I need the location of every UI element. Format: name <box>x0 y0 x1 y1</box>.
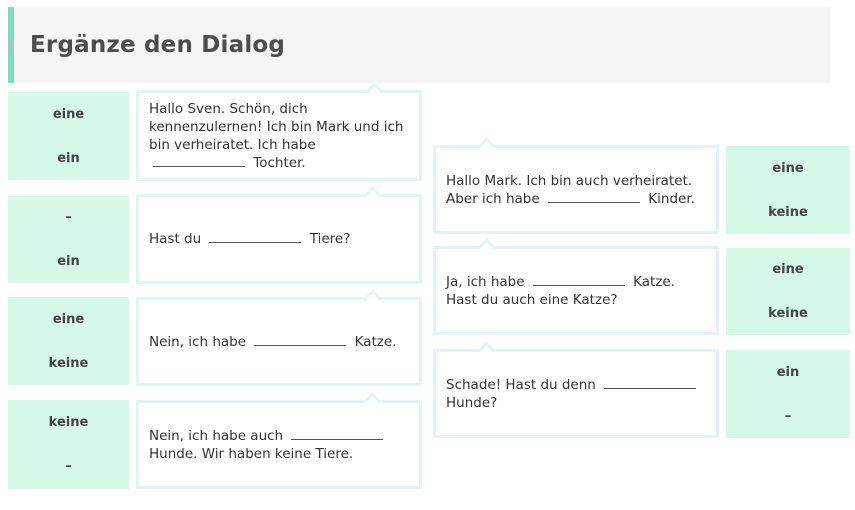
text-before: Ja, ich habe <box>446 273 525 290</box>
answer-blank-right-2[interactable] <box>533 273 625 286</box>
text-before: Schade! Hast du denn <box>446 376 596 393</box>
option-group-right-1 <box>726 146 850 234</box>
bubble-notch <box>363 392 381 410</box>
option-right-2b[interactable]: keine <box>768 305 808 321</box>
dialog-text-right-3 <box>446 376 706 412</box>
text-after: Tiere? <box>309 231 351 247</box>
option-group-left-2 <box>8 196 129 283</box>
option-group-right-2 <box>726 248 850 335</box>
dialog-bubble-left-1 <box>136 90 422 181</box>
option-left-3a[interactable]: eine <box>52 311 85 327</box>
option-right-3b[interactable]: – <box>784 408 792 424</box>
dialog-text-left-2 <box>149 230 409 248</box>
text-before: Nein, ich habe <box>149 333 247 350</box>
bubble-notch <box>365 82 383 100</box>
text-before: Hallo Sven. Schön, dich kennenzulernen! Ich bin Mark und ich bin verheiratet. Ich habe <box>149 100 404 153</box>
option-left-2b[interactable]: ein <box>57 253 80 269</box>
option-group-left-1 <box>8 92 129 180</box>
option-group-left-3 <box>8 297 129 385</box>
exercise-header <box>8 7 830 83</box>
answer-blank-left-4[interactable] <box>291 427 383 440</box>
option-right-1a[interactable]: eine <box>772 160 804 176</box>
dialog-bubble-right-1 <box>433 145 719 234</box>
option-left-2a[interactable]: – <box>65 210 72 226</box>
option-left-1b[interactable]: ein <box>57 150 80 166</box>
text-after: Tochter. <box>253 154 306 171</box>
exercise-title: Ergänze den Dialog <box>30 32 286 58</box>
dialog-text-left-4 <box>149 427 409 463</box>
text-before: Hast du <box>149 231 202 247</box>
dialog-bubble-right-3 <box>433 349 719 438</box>
text-after: Katze. Hast du auch eine Katze? <box>446 273 676 308</box>
option-right-3a[interactable]: ein <box>776 364 800 380</box>
dialog-bubble-left-3 <box>136 297 422 386</box>
answer-blank-right-1[interactable] <box>548 190 640 203</box>
option-left-4b[interactable]: – <box>65 459 72 475</box>
dialog-bubble-left-4 <box>136 400 422 489</box>
dialog-text-right-2 <box>446 273 706 309</box>
header-marker <box>10 39 12 53</box>
option-left-3b[interactable]: keine <box>48 355 89 371</box>
text-after: Kinder. <box>648 190 695 207</box>
option-left-1a[interactable]: eine <box>52 106 85 122</box>
text-before: Hallo Mark. Ich bin auch verheiratet. Aber ich habe <box>446 172 693 207</box>
answer-blank-left-3[interactable] <box>254 333 346 346</box>
answer-blank-left-1[interactable] <box>153 154 245 167</box>
dialog-bubble-right-2 <box>433 246 719 335</box>
text-before: Nein, ich habe auch <box>149 427 284 444</box>
bubble-notch <box>363 186 381 204</box>
bubble-notch <box>477 238 495 256</box>
answer-blank-right-3[interactable] <box>604 376 696 389</box>
dialog-bubble-left-2 <box>136 194 422 284</box>
answer-blank-left-2[interactable] <box>209 230 301 243</box>
text-after: Hunde? <box>446 394 498 411</box>
option-group-right-3 <box>726 350 850 438</box>
bubble-notch <box>477 341 495 359</box>
dialog-text-left-3 <box>149 333 409 351</box>
option-group-left-4 <box>8 400 129 489</box>
dialog-text-left-1 <box>149 100 409 172</box>
bubble-notch <box>363 289 381 307</box>
text-after: Hunde. Wir haben keine Tiere. <box>149 445 354 462</box>
option-left-4a[interactable]: keine <box>48 414 89 430</box>
text-after: Katze. <box>354 333 397 350</box>
option-right-2a[interactable]: eine <box>772 262 804 278</box>
option-right-1b[interactable]: keine <box>768 204 808 220</box>
dialog-text-right-1 <box>446 172 706 208</box>
bubble-notch <box>477 137 495 155</box>
